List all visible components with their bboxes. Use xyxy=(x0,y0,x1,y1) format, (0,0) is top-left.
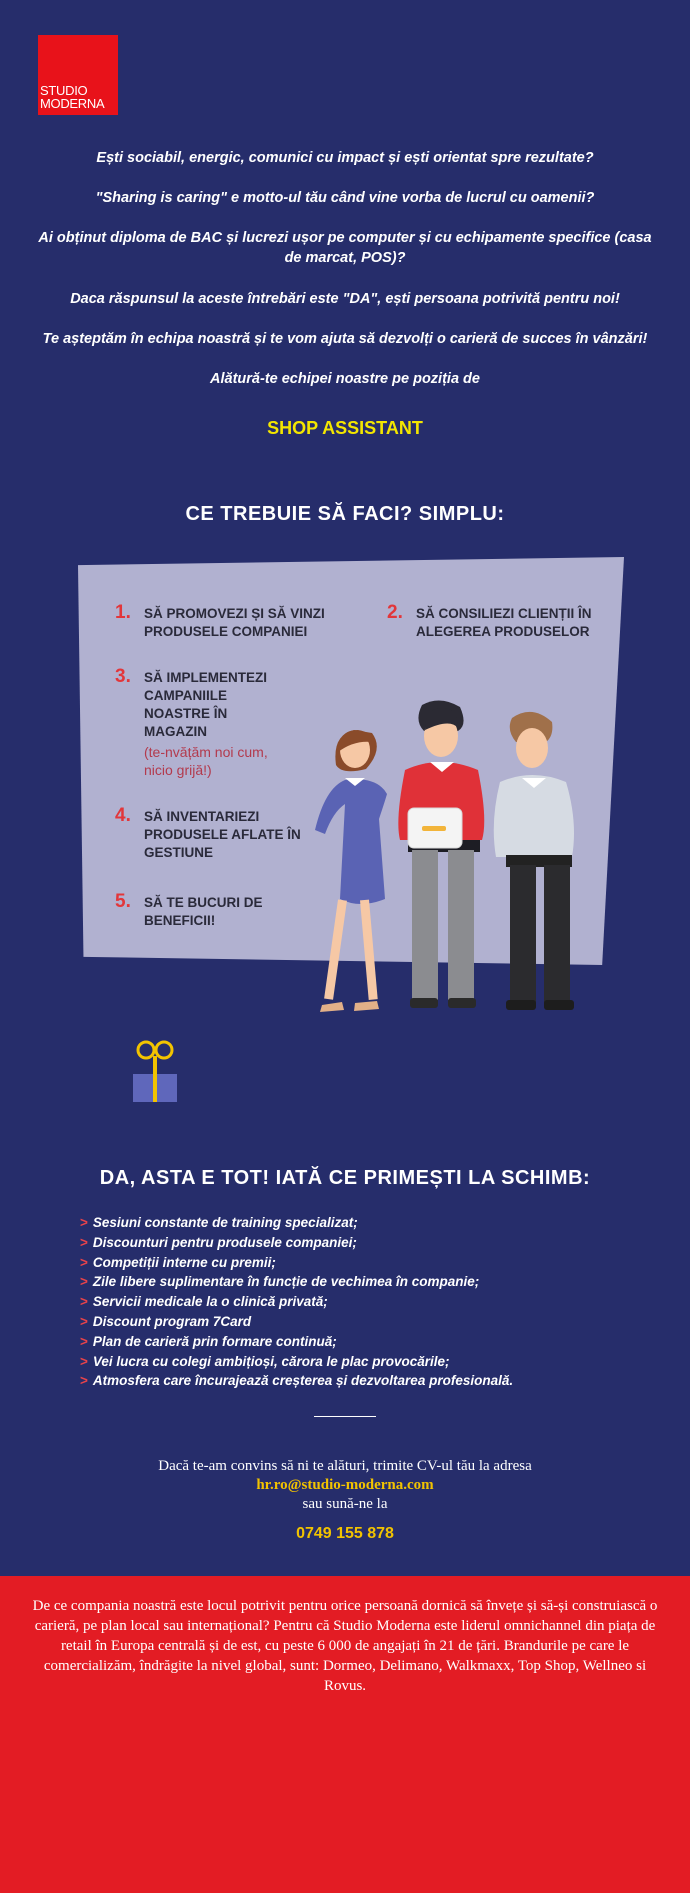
benefit-text: Servicii medicale la o clinică privată; xyxy=(92,1294,328,1310)
studio-moderna-logo xyxy=(38,35,118,115)
benefit-item xyxy=(80,1233,640,1253)
task-number: 1. xyxy=(115,602,131,623)
task-text: SĂ PROMOVEZI ȘI SĂ VINZI PRODUSELE COMPANIEI xyxy=(144,606,325,639)
benefit-text: Plan de carieră prin formare continuă; xyxy=(92,1333,337,1349)
man-in-grey-figure xyxy=(494,712,574,1010)
logo-line2: MODERNA xyxy=(40,96,105,111)
team-illustration xyxy=(300,700,600,1025)
intro-line: Ai obținut diploma de BAC și lucrezi ușor pe computer și cu echipamente specifice (casa de marcat, POS)? xyxy=(38,230,652,266)
arrow-icon: > xyxy=(80,1234,88,1250)
benefit-text: Competiții interne cu premii; xyxy=(92,1254,276,1270)
benefit-item xyxy=(80,1213,640,1233)
task-number: 2. xyxy=(387,602,403,623)
arrow-icon: > xyxy=(80,1333,88,1349)
cta-call-text: sau sună-ne la xyxy=(302,1496,388,1512)
task-number: 5. xyxy=(115,891,131,912)
man-with-tablet-figure xyxy=(398,700,484,1008)
woman-figure xyxy=(315,730,387,1012)
task-text: SĂ IMPLEMENTEZI CAMPANIILE NOASTRE ÎN MAGAZIN xyxy=(144,670,268,739)
benefit-item xyxy=(80,1352,640,1372)
email-link[interactable]: hr.ro@studio-moderna.com xyxy=(256,1477,434,1493)
arrow-icon: > xyxy=(80,1215,88,1230)
intro-line: Te așteptăm în echipa noastră și te vom ajuta să dezvolți o carieră de succes în vânzări! xyxy=(42,331,648,347)
benefits-heading: DA, ASTA E TOT! IATĂ CE PRIMEȘTI LA SCHIMB: xyxy=(99,1167,591,1189)
benefit-text: Vei lucra cu colegi ambițioși, cărora le plac provocările; xyxy=(92,1353,450,1369)
task-text: SĂ CONSILIEZI CLIENȚII ÎN ALEGEREA PRODUSELOR xyxy=(416,606,592,639)
tasks-heading: CE TREBUIE SĂ FACI? SIMPLU: xyxy=(185,503,505,525)
benefit-item xyxy=(80,1332,640,1352)
task-item xyxy=(115,666,284,779)
arrow-icon: > xyxy=(80,1313,88,1329)
arrow-icon: > xyxy=(80,1373,88,1389)
task-item xyxy=(115,891,264,930)
benefit-item xyxy=(80,1312,640,1332)
intro-line: "Sharing is caring" e motto-ul tău când vine vorba de lucrul cu oamenii? xyxy=(95,190,595,206)
benefit-text: Zile libere suplimentare în funcție de vechimea în companie; xyxy=(92,1274,480,1290)
benefit-item xyxy=(80,1371,640,1391)
benefit-text: Discount program 7Card xyxy=(92,1313,252,1329)
footer xyxy=(0,1576,690,1893)
footer-text: De ce compania noastră este locul potrivit pentru orice persoană dornică să învețe și să-și construiască o carieră, pe plan local sau internațional? Pentru că Studio Moderna este liderul omnichannel din piața de retail în Europa centrală și de est, cu peste 6 000 de angajați în 21 de țări. Brandurile pe care le comercializăm, îndrăgite la nivel global, sunt: Dormeo, Delimano, Walkmaxx, Top Shop, Wellneo si Rovus. xyxy=(32,1598,658,1694)
task-note: (te-nvățăm noi cum, nicio grijă!) xyxy=(144,744,268,778)
gift-icon xyxy=(130,1036,180,1106)
intro-line: Ești sociabil, energic, comunici cu impact și ești orientat spre rezultate? xyxy=(96,150,594,166)
task-number: 3. xyxy=(115,666,131,687)
divider xyxy=(314,1416,376,1417)
arrow-icon: > xyxy=(80,1353,88,1369)
job-title: SHOP ASSISTANT xyxy=(267,418,423,438)
arrow-icon: > xyxy=(80,1274,88,1290)
task-text: SĂ INVENTARIEZI PRODUSELE AFLATE ÎN GESTIUNE xyxy=(144,809,301,860)
intro-line: Alătură-te echipei noastre pe poziția de xyxy=(210,371,480,387)
task-item xyxy=(387,602,596,641)
task-number: 4. xyxy=(115,805,131,826)
intro-line: Daca răspunsul la aceste întrebări este "DA", ești persoana potrivită pentru noi! xyxy=(70,291,620,307)
arrow-icon: > xyxy=(80,1294,88,1310)
benefit-text: Atmosfera care încurajează creșterea și dezvoltarea profesională. xyxy=(92,1373,514,1389)
benefit-item xyxy=(80,1272,640,1292)
cta-text: Dacă te-am convins să ni te alături, trimite CV-ul tău la adresa xyxy=(158,1458,532,1474)
arrow-icon: > xyxy=(80,1254,88,1270)
logo-line1: STUDIO xyxy=(40,83,88,98)
task-item xyxy=(115,602,344,641)
benefit-item xyxy=(80,1292,640,1312)
benefit-item xyxy=(80,1253,640,1273)
task-text: SĂ TE BUCURI DE BENEFICII! xyxy=(144,895,263,928)
benefit-text: Discounturi pentru produsele companiei; xyxy=(92,1234,357,1250)
task-item xyxy=(115,805,304,862)
benefit-text: Sesiuni constante de training specializat; xyxy=(92,1215,358,1230)
benefits-list xyxy=(80,1213,640,1391)
phone-link[interactable]: 0749 155 878 xyxy=(296,1525,394,1542)
